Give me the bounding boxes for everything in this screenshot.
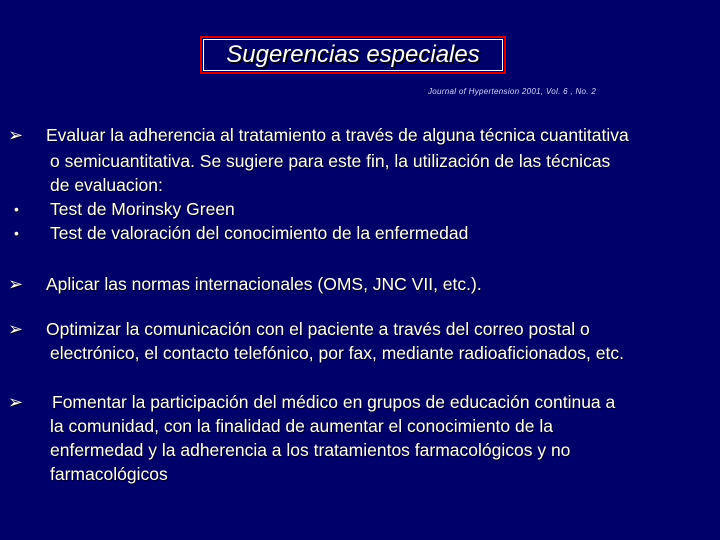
- subitem-2: Test de valoración del conocimiento de la enfermedad: [50, 223, 469, 243]
- item-4-line-2: la comunidad, con la finalidad de aumentar el conocimiento de la: [50, 416, 553, 436]
- arrow-bullet-icon: ➢: [8, 274, 24, 294]
- arrow-bullet-icon: ➢: [8, 392, 24, 412]
- slide-title: Sugerencias especiales: [226, 41, 480, 68]
- item-4-line-4: farmacológicos: [50, 464, 168, 484]
- citation: Journal of Hypertension 2001, Vol. 6 , No. 2: [428, 87, 597, 96]
- item-1-line-1: Evaluar la adherencia al tratamiento a través de alguna técnica cuantitativa: [46, 125, 629, 145]
- bullet-icon: •: [14, 225, 19, 241]
- item-1-line-2: o semicuantitativa. Se sugiere para este fin, la utilización de las técnicas: [50, 151, 611, 171]
- subitem-1: Test de Morinsky Green: [50, 199, 235, 219]
- arrow-bullet-icon: ➢: [8, 319, 24, 339]
- item-2-line-1: Aplicar las normas internacionales (OMS, JNC VII, etc.).: [46, 274, 482, 294]
- arrow-bullet-icon: ➢: [8, 125, 24, 145]
- item-4-line-1: Fomentar la participación del médico en grupos de educación continua a: [52, 392, 616, 412]
- item-3-line-1: Optimizar la comunicación con el paciente a través del correo postal o: [46, 319, 590, 339]
- title-box: [200, 36, 506, 74]
- bullet-icon: •: [14, 201, 19, 217]
- item-1-line-3: de evaluacion:: [50, 175, 163, 195]
- item-3-line-2: electrónico, el contacto telefónico, por fax, mediante radioaficionados, etc.: [50, 343, 624, 363]
- item-4-line-3: enfermedad y la adherencia a los tratamientos farmacológicos y no: [50, 440, 571, 460]
